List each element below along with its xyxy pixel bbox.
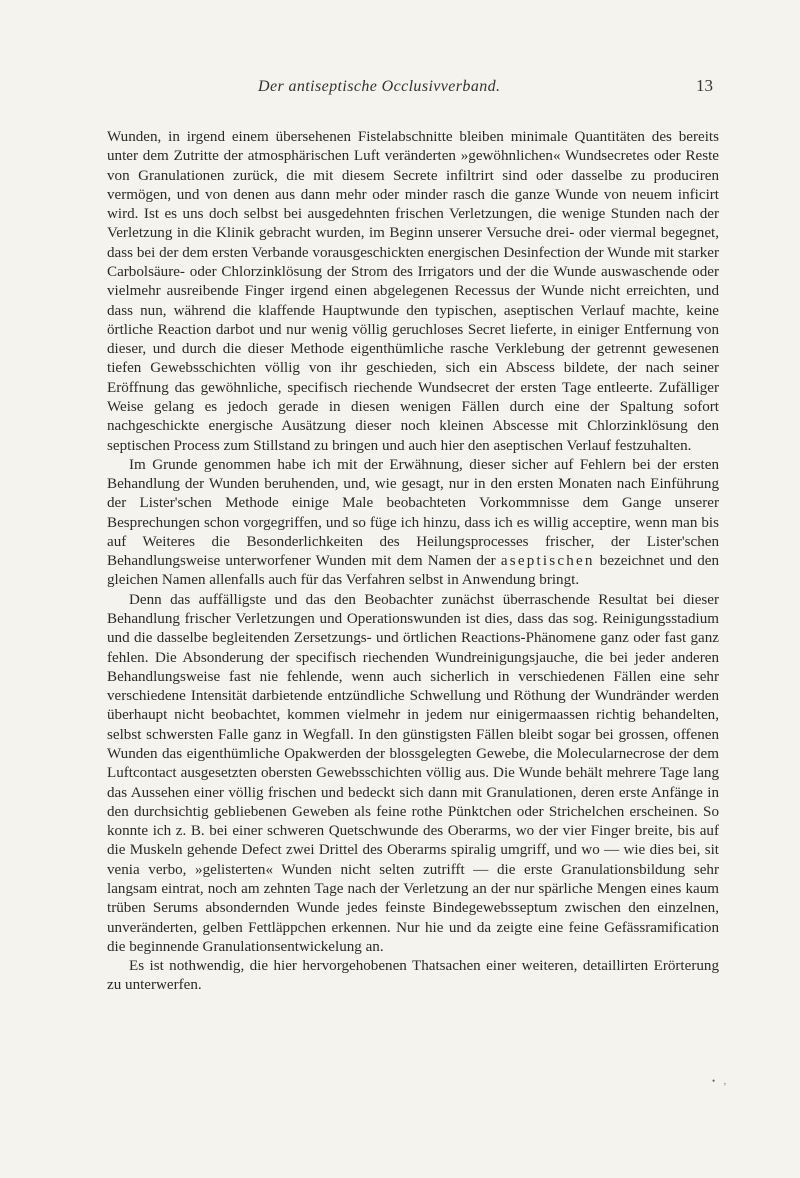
paragraph: Wunden, in irgend einem übersehenen Fistelabschnitte bleiben minimale Quantitäten des bereits unter dem Zutritte der atmosphärischen Luft veränderten »gewöhnlichen« Wundsecretes oder Reste von Granulationen zurück, die mit diesem Secrete infiltrirt sind oder dasselbe zu produciren vermögen, und von denen aus dann mehr oder minder rasch die ganze Wunde von neuem inficirt wird. Ist es uns doch selbst bei ausgedehnten frischen Verletzungen, die wenige Stunden nach der Verletzung in die Klinik gebracht wurden, im Beginn unserer Versuche drei- oder viermal begegnet, dass bei der dem ersten Verbande vorausgeschickten energischen Desinfection der Wunde mit starker Carbolsäure- oder Chlorzinklösung der Strom des Irrigators und der die Wunde auswaschende oder vielmehr ausreibende Finger irgend einen abgelegenen Recessus der Wunde nicht erreichten, und dass nun, während die klaffende Hauptwunde den typischen, aseptischen Verlauf machte, keine örtliche Reaction darbot und nur wenig völlig geruchloses Secret lieferte, in einiger Entfernung von dieser, und durch die dieser Methode eigenthümliche rasche Verklebung der getrennt gewesenen tiefen Gewebsschichten völlig von ihr geschieden, sich ein Abscess bildete, der nach seiner Eröffnung das gewöhnliche, specifisch riechende Wundsecret der ersten Tage entleerte. Zufälliger Weise gelang es jedoch gerade in diesen wenigen Fällen durch eine der Spaltung sofort nachgeschickte energische Ausätzung dieser noch kleinen Abscesse mit Chlorzinklösung den septischen Process zum Stillstand zu bringen und auch hier den aseptischen Verlauf festzuhalten. <box>107 129 719 454</box>
page-number: 13 <box>696 76 713 95</box>
paragraph: Denn das auffälligste und das den Beobachter zunächst überraschende Resultat bei dieser Behandlung frischer Verletzungen und Operationswunden ist dies, dass das sog. Reinigungsstadium und die dasselbe begleitenden Zersetzungs- und örtlichen Reactions-Phänomene ganz oder fast ganz fehlen. Die Absonderung der specifisch riechenden Wundreinigungsjauche, die bei jeder anderen Behandlungsweise fast nie fehlende, wenn auch sicherlich in verschiedenen Fällen eine sehr verschiedene Intensität darbietende entzündliche Schwellung und Röthung der Wundränder werden überhaupt nicht beobachtet, kommen vielmehr in jedem nur einigermaassen richtig behandelten, selbst schwersten Falle ganz in Wegfall. In den günstigsten Fällen bleibt sogar bei grossen, offenen Wunden das eigenthümliche Opakwerden der blossgelegten Gewebe, die Molecularnecrose der dem Luftcontact ausgesetzten obersten Gewebsschichten völlig aus. Die Wunde behält mehrere Tage lang das Aussehen einer völlig frischen und bedeckt sich dann mit Granulationen, deren erste Anfänge in den durchsichtig gebliebenen Geweben als feine rothe Pünktchen oder Strichelchen erscheinen. So konnte ich z. B. bei einer schweren Quetschwunde des Oberarms, wo der vier Finger breite, bis auf die Muskeln gehende Defect zwei Drittel des Oberarms spiralig umgriff, und wo — wie dies bei, sit venia verbo, »gelisterten« Wunden nicht selten zutrifft — die erste Granulationsbildung sehr langsam eintrat, noch am zehnten Tage nach der Verletzung an der nur spärliche Mengen eines kaum trüben Serums absondernden Wunde jedes feinste Bindegewebsseptum zwischen den einzelnen, unveränderten, gelben Fettläppchen erkennen. Nur hie und da zeigte eine feine Gefässramification die beginnende Granulationsentwickelung an. <box>107 591 719 955</box>
footer-mark: • ‚ <box>712 1076 730 1086</box>
paragraph-text: bezeichnet und den gleichen Namen allenfalls auch für das Verfahren selbst in Anwendung bringt. <box>107 553 719 589</box>
paragraph: Es ist nothwendig, die hier hervorgehobenen Thatsachen einer weiteren, detaillirten Erörterung zu unterwerfen. <box>107 958 719 994</box>
running-title: Der antiseptische Occlusivverband. <box>258 78 501 95</box>
body-text <box>107 128 719 996</box>
paragraph <box>107 456 719 591</box>
paragraph-text: Im Grunde genommen habe ich mit der Erwähnung, dieser sicher auf Fehlern bei der ersten Behandlung der Wunden beruhenden, und, wie gesagt, nur in den ersten Monaten nach Einführung der Lister'schen Methode einige Male beobachteten Vorkommnisse dem Gange unserer Besprechungen schon vorgegriffen, und so füge ich hinzu, dass ich es willig acceptire, wenn man bis auf Weiteres die Besonderlichkeiten des Heilungsprocesses frischer, der Lister'schen Behandlungsweise unterworfener Wunden mit dem Namen der <box>107 456 719 570</box>
emphasized-term: aseptischen <box>500 553 595 570</box>
